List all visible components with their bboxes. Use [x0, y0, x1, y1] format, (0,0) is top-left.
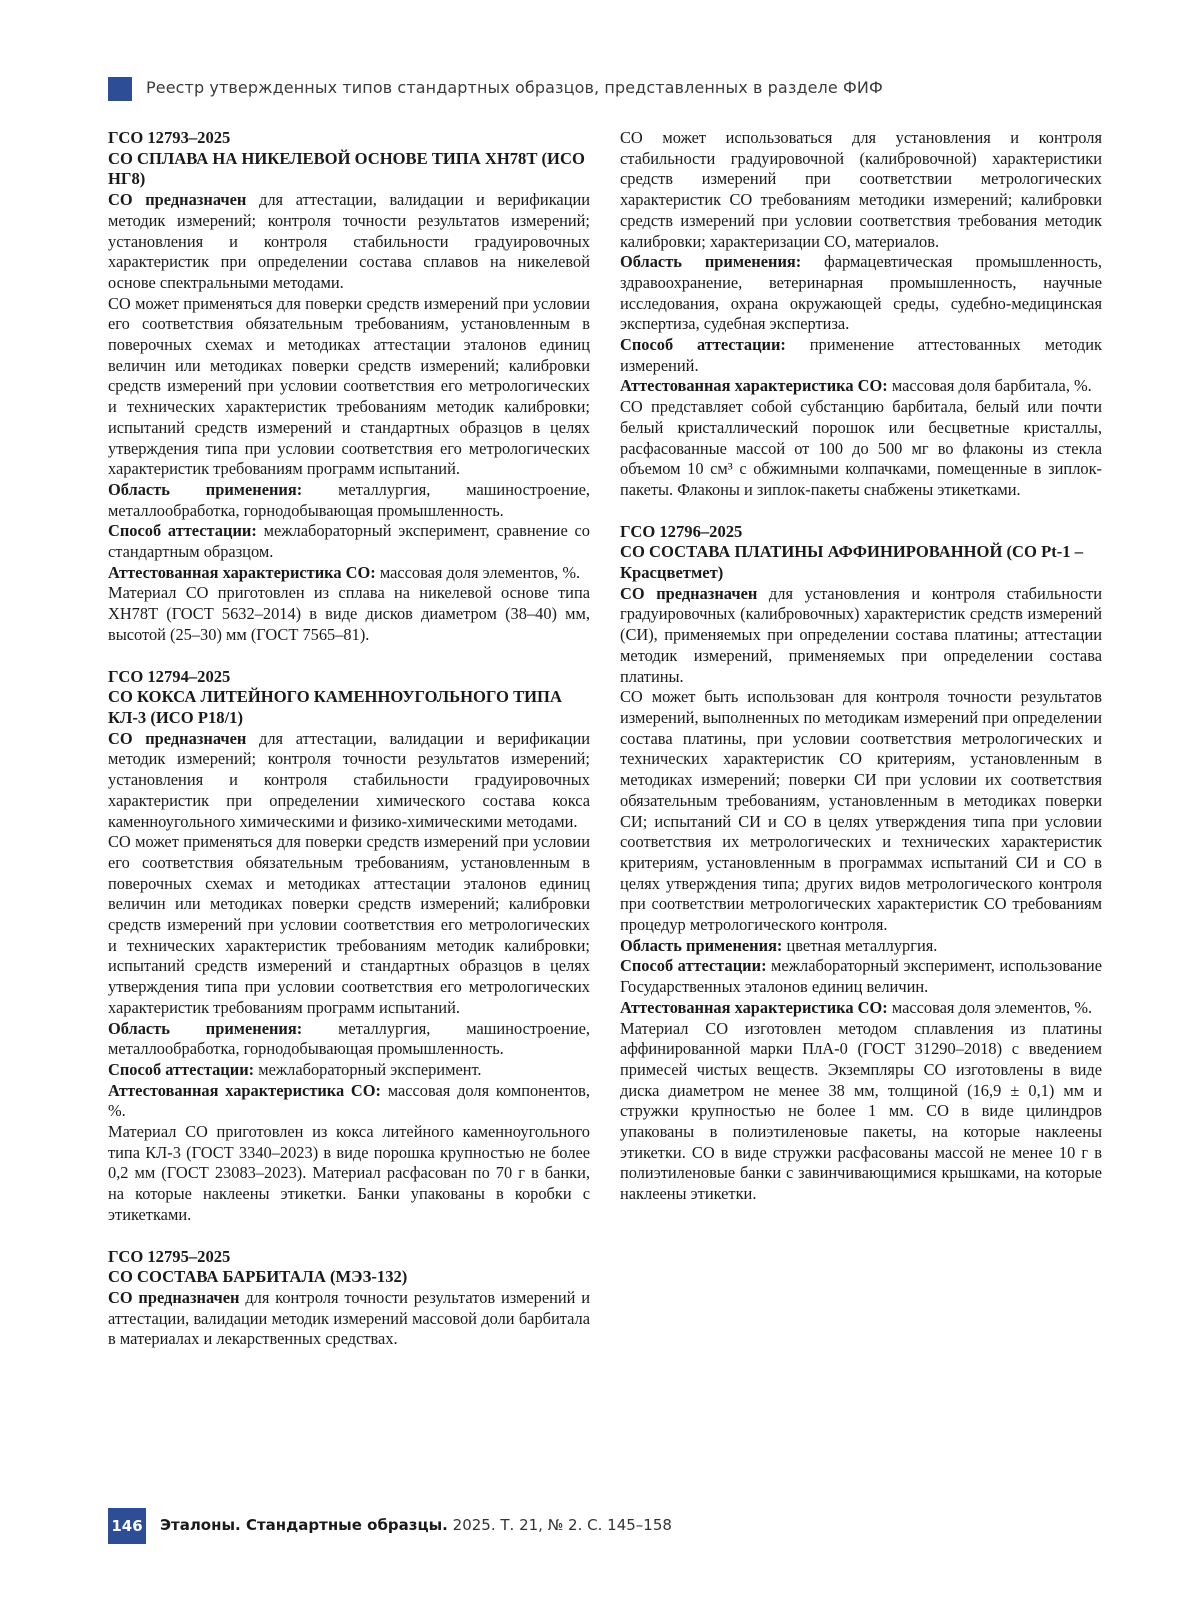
entry-characteristic — [620, 998, 1102, 1019]
entry-method — [108, 1060, 590, 1081]
entry-method — [620, 335, 1102, 376]
entry-method — [620, 956, 1102, 997]
running-header: Реестр утвержденных типов стандартных образцов, представленных в разделе ФИФ — [146, 78, 883, 97]
header-square-logo — [108, 77, 132, 101]
citation-details: 2025. Т. 21, № 2. С. 145–158 — [447, 1516, 672, 1534]
purpose-text: для установления и контроля стабильности градуировочных (калибровочных) характеристик средств измерений (СИ), применяемых при определении состава платины; аттестации методик измерений, применяемых при определении состава платины. — [620, 583, 1102, 686]
characteristic-label: Аттестованная характеристика СО: — [620, 997, 888, 1017]
right-column — [620, 128, 1102, 1205]
characteristic-text: массовая доля барбитала, %. — [887, 376, 1092, 396]
entry-gso-12796 — [620, 522, 1102, 1205]
entry-method — [108, 521, 590, 562]
entry-name: СО СПЛАВА НА НИКЕЛЕВОЙ ОСНОВЕ ТИПА ХН78Т (ИСО НГ8) — [108, 148, 585, 189]
area-text: металлургия, машиностроение, металлообработка, горнодобывающая промышленность. — [108, 479, 590, 520]
purpose-text: для аттестации, валидации и верификации методик измерений; контроля точности результатов измерений; установления и контроля стабильности градуировочных характеристик при определении химического состава кокса каменноугольного химическими и физико-химическими методами. — [108, 728, 591, 831]
entry-area — [108, 480, 590, 521]
entry-characteristic — [108, 563, 590, 584]
characteristic-text: массовая доля элементов, %. — [887, 997, 1093, 1017]
characteristic-label: Аттестованная характеристика СО: — [108, 1080, 381, 1100]
method-label: Способ аттестации: — [620, 335, 786, 355]
purpose-label: СО предназначен — [108, 728, 247, 748]
area-label: Область применения: — [108, 1018, 303, 1038]
page-number: 146 — [108, 1508, 146, 1544]
purpose-label: СО предназначен — [620, 583, 758, 603]
method-text: применение аттестованных методик измерений. — [620, 335, 1102, 375]
entry-use: СО может быть использован для контроля точности результатов измерений, выполненных по методикам измерений при определении состава платины, при условии соответствия метрологических и технических характеристик СО критериям, установленным в методиках измерений; поверки СИ при условии их соответствия обязательным требованиям, установленным в методиках поверки СИ; испытаний СИ и СО в целях утверждения типа при условии соответствия их метрологических и технических характеристик критериям, установленным в программах испытаний СИ и СО в целях утверждения типа; других видов метрологического контроля при соответствии метрологических характеристик СО требованиям процедур метрологического контроля. — [620, 687, 1102, 935]
entry-gso-12794 — [108, 667, 590, 1226]
journal-name: Эталоны. Стандартные образцы. — [160, 1516, 448, 1534]
entry-purpose — [108, 1288, 590, 1350]
entry-name: СО СОСТАВА БАРБИТАЛА (МЭЗ-132) — [108, 1267, 408, 1287]
purpose-text: для контроля точности результатов измерений и аттестации, валидации методик измерений массовой доли барбитала в материалах и лекарственных средствах. — [108, 1287, 590, 1349]
entry-name: СО КОКСА ЛИТЕЙНОГО КАМЕННОУГОЛЬНОГО ТИПА КЛ-3 (ИСО Р18/1) — [108, 687, 562, 727]
characteristic-label: Аттестованная характеристика СО: — [108, 562, 376, 582]
purpose-text: для аттестации, валидации и верификации методик измерений; контроля точности результатов измерений; установления и контроля стабильности градуировочных характеристик при определении состава сплавов на никелевой основе спектральными методами. — [108, 190, 591, 292]
method-text: межлабораторный эксперимент, использование Государственных эталонов единиц величин. — [620, 956, 1102, 997]
entry-purpose — [108, 729, 590, 833]
footer-citation — [160, 1516, 672, 1534]
entry-number: ГСО 12796–2025 — [620, 521, 743, 541]
entry-area — [620, 252, 1102, 335]
entry-purpose — [108, 190, 590, 294]
method-text: межлабораторный эксперимент. — [254, 1059, 482, 1079]
area-label: Область применения: — [620, 252, 802, 272]
purpose-label: СО предназначен — [108, 1287, 240, 1307]
left-column — [108, 128, 590, 1350]
characteristic-text: массовая доля элементов, %. — [375, 562, 581, 582]
entry-number: ГСО 12794–2025 — [108, 666, 231, 686]
method-text: межлабораторный эксперимент, сравнение со стандартным образцом. — [108, 521, 590, 562]
area-label: Область применения: — [620, 935, 783, 955]
area-text: металлургия, машиностроение, металлообработка, горнодобывающая промышленность. — [108, 1018, 590, 1059]
entry-characteristic — [108, 1081, 590, 1122]
entry-gso-12793 — [108, 128, 590, 646]
entry-number: ГСО 12793–2025 — [108, 128, 231, 147]
area-label: Область применения: — [108, 479, 303, 499]
entry-area — [108, 1019, 590, 1060]
entry-material: СО представляет собой субстанцию барбитала, белый или почти белый кристаллический порошок или бесцветные кристаллы, расфасованные массой от 100 до 500 мг во флаконы из стекла объемом 10 см³ с обжимными колпачками, помещенные в зиплок-пакеты. Флаконы и зиплок-пакеты снабжены этикетками. — [620, 397, 1102, 499]
purpose-label: СО предназначен — [108, 190, 247, 210]
method-label: Способ аттестации: — [108, 521, 257, 541]
method-label: Способ аттестации: — [108, 1059, 255, 1079]
entry-purpose — [620, 584, 1102, 688]
method-label: Способ аттестации: — [620, 956, 767, 976]
entry-gso-12795 — [108, 1247, 590, 1351]
entry-name: СО СОСТАВА ПЛАТИНЫ АФФИНИРОВАННОЙ (СО Pt-1 – Красцветмет) — [620, 542, 1084, 583]
entry-characteristic — [620, 376, 1102, 397]
characteristic-text: массовая доля компонентов, %. — [108, 1080, 590, 1121]
entry-use: СО может применяться для поверки средств измерений при условии его соответствия обязательным требованиям, установленным в поверочных схемах и методиках аттестации эталонов единиц величин или методиках поверки средств измерений; калибровки средств измерений при условии соответствия его метрологических и технических характеристик требованиям методик калибровки; испытаний средств измерений и стандартных образцов в целях утверждения типа при условии соответствия его метрологических характеристик требованиям программ испытаний. — [108, 293, 590, 479]
entry-material: Материал СО приготовлен из сплава на никелевой основе типа ХН78Т (ГОСТ 5632–2014) в виде дисков диаметром (38–40) мм, высотой (25–30) мм (ГОСТ 7565–81). — [108, 583, 590, 644]
entry-material: Материал СО изготовлен методом сплавления из платины аффинированной марки ПлА-0 (ГОСТ 31290–2018) с введением примесей чистых веществ. Экземпляры СО изготовлены в виде диска диаметром не менее 38 мм, толщиной (16,9 ± 0,1) мм и стружки крупностью не более 1 мм. СО в виде цилиндров упакованы в полиэтиленовые пакеты, на которые наклеены этикетки. СО в виде стружки расфасованы массой не менее 10 г в полиэтиленовые банки с завинчивающимися крышками, на которые наклеены этикетки. — [620, 1018, 1102, 1204]
entry-use: СО может использоваться для установления и контроля стабильности градуировочной (калибровочной) характеристики средств измерений при соответствии метрологических характеристик СО требованиям методики измерений; калибровки средств измерений при условии соответствия требования методик калибровки; характеризации СО, материалов. — [620, 128, 1102, 251]
entry-gso-12795-continued — [620, 128, 1102, 501]
area-text: фармацевтическая промышленность, здравоохранение, ветеринарная промышленность, научные исследования, охрана окружающей среды, судебно-медицинская экспертиза, судебная экспертиза. — [620, 252, 1102, 334]
entry-area — [620, 936, 1102, 957]
characteristic-label: Аттестованная характеристика СО: — [620, 376, 888, 396]
entry-number: ГСО 12795–2025 — [108, 1246, 231, 1266]
area-text: цветная металлургия. — [782, 935, 938, 955]
entry-material: Материал СО приготовлен из кокса литейного каменноугольного типа КЛ-3 (ГОСТ 3340–2023) в виде порошка крупностью не более 0,2 мм (ГОСТ 23083–2023). Материал расфасован по 70 г в банки, на которые наклеены этикетки. Банки упакованы в коробки с этикетками. — [108, 1122, 590, 1224]
entry-use: СО может применяться для поверки средств измерений при условии его соответствия обязательным требованиям, установленным в поверочных схемах и методиках аттестации эталонов единиц величин или методиках поверки средств измерений; калибровки средств измерений при условии соответствия его метрологических и технических характеристик требованиям методик калибровки; испытаний средств измерений и стандартных образцов в целях утверждения типа при условии соответствия его метрологических характеристик требованиям программ испытаний. — [108, 832, 590, 1017]
